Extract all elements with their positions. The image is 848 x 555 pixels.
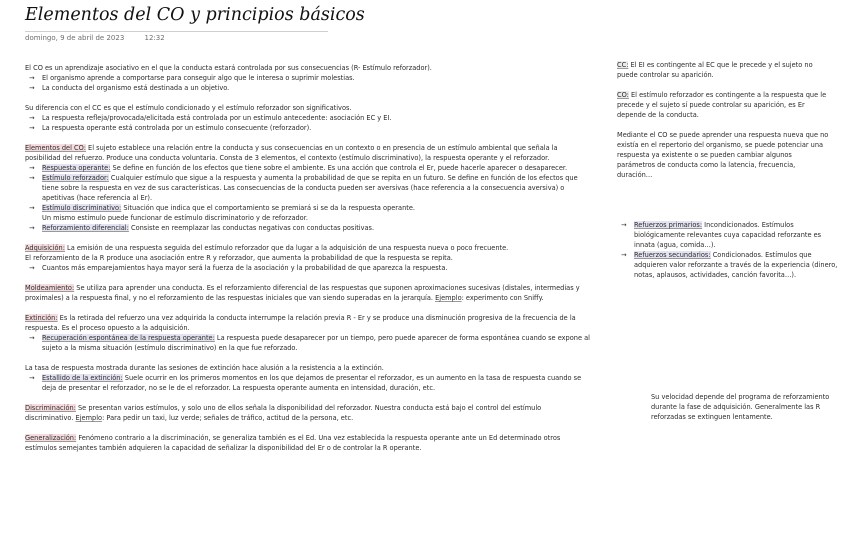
list-item: → Recuperación espontánea de la respuesta operante: La respuesta puede desaparecer por un tiempo, pero puede aparecer de forma espontánea cuando se expone al sujeto a la misma situación (estímulo discriminativo) en la que fue reforzado. [25, 333, 590, 353]
shaping-paragraph: Moldeamiento: Se utiliza para aprender una conducta. Es el reforzamiento diferencial de las respuestas que suponen aproximaciones sucesivas (distales, intermedias y proximales) a la respuesta final, y no el reforzamiento de las respuestas iniciales que van siendo superadas en la jerarquía. Ejemplo: experimento con Sniffy. [25, 284, 580, 302]
arrow-icon: → [621, 221, 627, 229]
note-time: 12:32 [144, 34, 165, 42]
extinction-label: Extinción: [25, 314, 58, 322]
elements-label: Elementos del CO: [25, 144, 86, 152]
arrow-icon: → [29, 164, 35, 172]
arrow-icon: → [621, 251, 627, 259]
list-item: → Refuerzos secundarios: Condicionados. Estímulos que adquieren valor reforzante a través de la experiencia (dinero, notas, aplausos, actividades, canción favorita…). [617, 250, 843, 280]
list-item: → Respuesta operante: Se define en función de los efectos que tiene sobre el ambiente. Es una acción que controla el Er, puede hacerle aparecer o desaparecer. [25, 163, 590, 173]
side-note-extinction-speed: Su velocidad depende del programa de reforzamiento durante la fase de adquisición. Generalmente las R reforzadas se extinguen lentamente. [651, 393, 830, 421]
acquisition-paragraph: Adquisición: La emisión de una respuesta seguida del estímulo reforzador que da lugar a la adquisición de una respuesta nueva o poco frecuente. [25, 244, 509, 252]
list-item: → El organismo aprende a comportarse para conseguir algo que le interesa o suprimir molestias. [25, 73, 590, 83]
elements-paragraph: Elementos del CO: El sujeto establece una relación entre la conducta y sus consecuencias en un contexto o en presencia de un estímulo ambiental que señala la posibilidad del refuerzo. Produce una conducta voluntaria. Consta de 3 elementos, el contexto (estímulo discriminativo), la respuesta operante y el reforzador. [25, 144, 558, 162]
resistance-paragraph: La tasa de respuesta mostrada durante las sesiones de extinción hace alusión a la resistencia a la extinción. [25, 364, 384, 372]
list-item: → Estallido de la extinción: Suele ocurrir en los primeros momentos en los que dejamos de presentar el reforzador, es un aumento en la tasa de respuesta cuando se deja de presentar el reforzador, no se le de el reforzador. La respuesta operante aumenta en intensidad, duración, etc. [25, 373, 590, 393]
note-date: domingo, 9 de abril de 2023 [25, 34, 125, 42]
page-title: Elementos del CO y principios básicos [25, 5, 365, 25]
generalization-label: Generalización: [25, 434, 77, 442]
arrow-icon: → [29, 264, 35, 272]
shaping-label: Moldeamiento: [25, 284, 75, 292]
extinction-paragraph: Extinción: Es la retirada del refuerzo una vez adquirida la conducta interrumpe la relación previa R - Er y se produce una disminución progresiva de la frecuencia de la respuesta. Es el proceso opuesto a la adquisición. [25, 314, 576, 332]
title-divider [25, 31, 328, 32]
generalization-paragraph: Generalización: Fenómeno contrario a la discriminación, se generaliza también es el Ed. Una vez establecida la respuesta operante ante un Ed determinado otros estímulos semejantes también adquieren la capacidad de señalizar la disponibilidad del Er o de controlar la R operante. [25, 434, 561, 452]
list-item: → La conducta del organismo está destinada a un objetivo. [25, 83, 590, 93]
arrow-icon: → [29, 124, 35, 132]
list-item: → Reforzamiento diferencial: Consiste en reemplazar las conductas negativas con conductas positivas. [25, 223, 590, 233]
list-item: → Refuerzos primarios: Incondicionados. Estímulos biológicamente relevantes cuya capacidad reforzante es innata (agua, comida…). [617, 220, 843, 250]
list-item: → Estímulo reforzador: Cualquier estímulo que sigue a la respuesta y aumenta la probabilidad de que se repita en un futuro. Se define en función de los efectos que tiene sobre la respuesta en vez de sus características. Las consecuencias de la conducta pueden ser aversivas (hace referencia a la consecuencia aversiva) o apetitivas (hace referencia al Er). [25, 173, 590, 203]
note-meta [25, 34, 165, 42]
list-item: → Estímulo discriminativo: Situación que indica que el comportamiento se premiará si se da la respuesta operante. [25, 203, 590, 213]
list-item: → Cuantos más emparejamientos haya mayor será la fuerza de la asociación y la probabilidad de que aparezca la respuesta. [25, 263, 590, 273]
intro-paragraph: El CO es un aprendizaje asociativo en el que la conducta estará controlada por sus consecuencias (R- Estímulo reforzador). [25, 64, 432, 72]
arrow-icon: → [29, 74, 35, 82]
arrow-icon: → [29, 114, 35, 122]
list-item: → La respuesta operante está controlada por un estímulo consecuente (reforzador). [25, 123, 590, 133]
list-item: Un mismo estímulo puede funcionar de estímulo discriminatorio y de reforzador. [42, 214, 308, 222]
discrimination-label: Discriminación: [25, 404, 76, 412]
cc-paragraph: Su diferencia con el CC es que el estímulo condicionado y el estímulo reforzador son significativos. [25, 104, 352, 112]
arrow-icon: → [29, 224, 35, 232]
arrow-icon: → [29, 174, 35, 182]
side-note-reinforcers [617, 220, 843, 280]
cc-label: CC: [617, 61, 629, 69]
arrow-icon: → [29, 204, 35, 212]
discrimination-paragraph: Discriminación: Se presentan varios estímulos, y solo uno de ellos señala la disponibilidad del reforzador. Nuestra conducta está bajo el control del estímulo discriminativo. Ejemplo: Para pedir un taxi, luz verde; señales de tráfico, actitud de la persona, etc. [25, 404, 542, 422]
list-item: → La respuesta refleja/provocada/elicitada está controlada por un estímulo antecedente: asociación EC y EI. [25, 113, 590, 123]
acquisition-label: Adquisición: [25, 244, 65, 252]
side-note-cc-co: CC: El EI es contingente al EC que le precede y el sujeto no puede controlar su aparición. CO: El estímulo reforzador es contingente a la respuesta que le precede y el sujeto sí puede controlar su aparición, es Er depende de la conducta. Mediante el CO se puede aprender una respuesta nueva que no existía en el repertorio del organismo, se puede potenciar una respuesta ya existente o se pueden cambiar algunos parámetros de conducta como la latencia, frecuencia, duración… [617, 60, 831, 180]
arrow-icon: → [29, 374, 35, 382]
arrow-icon: → [29, 334, 35, 342]
new-response-note: Mediante el CO se puede aprender una respuesta nueva que no existía en el repertorio del organismo, se puede potenciar una respuesta ya existente o se pueden cambiar algunos parámetros de conducta como la latencia, frecuencia, duración… [617, 131, 829, 179]
co-label: CO: [617, 91, 629, 99]
arrow-icon: → [29, 84, 35, 92]
main-content: El CO es un aprendizaje asociativo en el que la conducta estará controlada por sus consecuencias (R- Estímulo reforzador). → El organismo aprende a comportarse para conseguir algo que le interesa o suprimir molestias. → La conducta del organismo está destinada a un objetivo. Su diferencia con el CC es que el estímulo condicionado y el estímulo reforzador son significativos. → La respuesta refleja/provocada/elicitada está controlada por un estímulo antecedente: asociación EC y EI. → La respuesta operante está controlada por un estímulo consecuente (reforzador). Elementos del CO: El sujeto establece una relación entre la conducta y sus consecuencias en un contexto o en presencia de un estímulo ambiental que señala la posibilidad del refuerzo. Produce una conducta voluntaria. Consta de 3 elementos, el contexto (estímulo discriminativo), la respuesta operante y el reforzador. → Respuesta operante: Se define en función de los efectos que tiene sobre el ambiente. Es una acción que controla el Er, puede hacerle aparecer o desaparecer. → Estímulo reforzador: Cualquier estímulo que sigue a la respuesta y aumenta la probabilidad de que se repita en un futuro. Se define en función de los efectos que tiene sobre la respuesta en vez de sus características. Las consecuencias de la conducta pueden ser aversivas (hace referencia a la consecuencia aversiva) o apetitivas (hace referencia al Er). → Estímulo discriminativo: Situación que indica que el comportamiento se premiará si se da la respuesta operante. Un mismo estímulo puede funcionar de estímulo discriminatorio y de reforzador. → Reforzamiento diferencial: Consiste en reemplazar las conductas negativas con conductas positivas. Adquisición: La emisión de una respuesta seguida del estímulo reforzador que da lugar a la adquisición de una respuesta nueva o poco frecuente. El reforzamiento de la R produce una asociación entre R y reforzador, que aumenta la probabilidad de que la respuesta se repita. → Cuantos más emparejamientos haya mayor será la fuerza de la asociación y la probabilidad de que aparezca la respuesta. Moldeamiento: Se utiliza para aprender una conducta. Es el reforzamiento diferencial de las respuestas que suponen aproximaciones sucesivas (distales, intermedias y proximales) a la respuesta final, y no el reforzamiento de las respuestas iniciales que van siendo superadas en la jerarquía. Ejemplo: experimento con Sniffy. Extinción: Es la retirada del refuerzo una vez adquirida la conducta interrumpe la relación previa R - Er y se produce una disminución progresiva de la frecuencia de la respuesta. Es el proceso opuesto a la adquisición. → Recuperación espontánea de la respuesta operante: La respuesta puede desaparecer por un tiempo, pero puede aparecer de forma espontánea cuando se expone al sujeto a la misma situación (estímulo discriminativo) en la que fue reforzado. La tasa de respuesta mostrada durante las sesiones de extinción hace alusión a la resistencia a la extinción. → Estallido de la extinción: Suele ocurrir en los primeros momentos en los que dejamos de presentar el reforzador, es un aumento en la tasa de respuesta cuando se deja de presentar el reforzador, no se le de el reforzador. La respuesta operante aumenta en intensidad, duración, etc. Discriminación: Se presentan varios estímulos, y solo uno de ellos señala la disponibilidad del reforzador. Nuestra conducta está bajo el control del estímulo discriminativo. Ejemplo: Para pedir un taxi, luz verde; señales de tráfico, actitud de la persona, etc. Generalización: Fenómeno contrario a la discriminación, se generaliza también es el Ed. Una vez establecida la respuesta operante ante un Ed determinado otros estímulos semejantes también adquieren la capacidad de señalizar la disponibilidad del Er o de controlar la R operante. [25, 64, 590, 452]
